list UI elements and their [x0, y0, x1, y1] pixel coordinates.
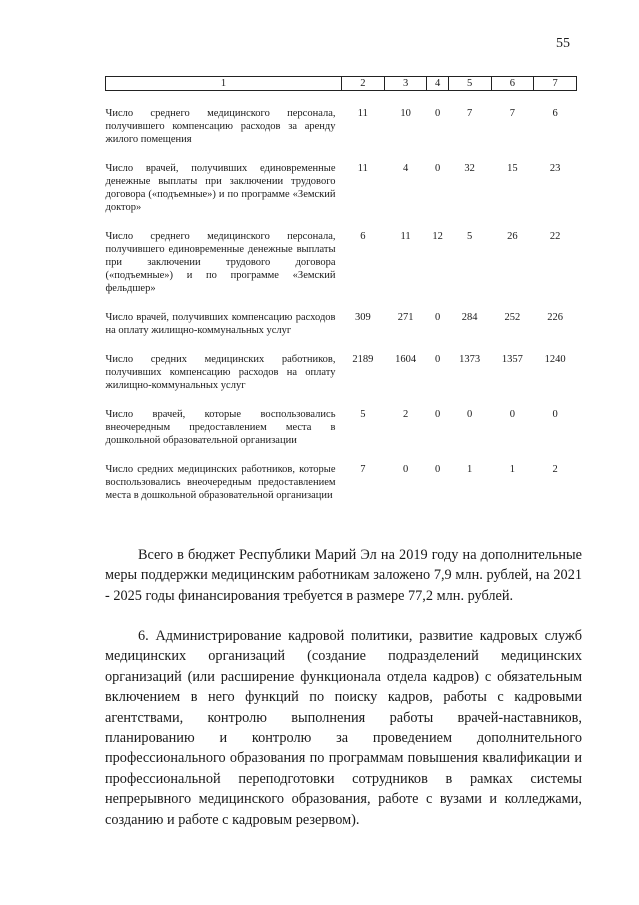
row-label: Число средних медицинских работников, получивших компенсацию расходов на оплату жилищно-коммунальных услуг	[105, 354, 336, 391]
column-header: 1	[106, 77, 342, 91]
row-value: 5	[360, 409, 366, 420]
row-value: 1373	[459, 354, 481, 365]
row-label: Число врачей, которые воспользовались внеочередным предоставлением места в дошкольной образовательной организации	[105, 409, 336, 446]
table-row	[106, 353, 577, 392]
table-row	[106, 162, 577, 214]
row-label: Число среднего медицинского персонала, получившего компенсацию расходов за аренду жилого помещения	[105, 108, 336, 145]
row-value: 2	[402, 409, 409, 420]
paragraph-hr-administration	[105, 626, 582, 830]
table-row	[106, 408, 577, 447]
statistics-table	[105, 76, 577, 502]
row-label: Число врачей, получивших компенсацию расходов на оплату жилищно-коммунальных услуг	[105, 312, 336, 336]
row-value: 22	[549, 231, 561, 242]
row-value: 32	[464, 163, 475, 174]
table-header-row	[106, 77, 577, 91]
row-value: 23	[549, 163, 561, 174]
row-spacer	[106, 447, 577, 463]
row-value: 0	[467, 409, 473, 420]
row-value: 11	[400, 231, 411, 242]
row-value: 1	[467, 464, 473, 475]
row-value: 6	[552, 108, 558, 119]
row-value: 0	[434, 108, 441, 119]
row-value: 4	[402, 163, 409, 174]
row-spacer	[106, 337, 577, 353]
row-value: 0	[434, 464, 441, 475]
row-value: 0	[509, 409, 515, 420]
row-value: 1	[509, 464, 515, 475]
table-row	[106, 311, 577, 337]
row-value: 11	[357, 108, 368, 119]
row-value: 1604	[395, 354, 417, 365]
paragraph-budget	[105, 545, 582, 606]
column-header: 5	[448, 77, 491, 91]
row-spacer	[106, 146, 577, 162]
table-row	[106, 463, 577, 502]
row-spacer-cell	[106, 337, 577, 353]
row-value: 7	[360, 464, 366, 475]
paragraph-text: 6. Администрирование кадровой политики, развитие кадровых служб медицинских организаций (создание подразделений медицинских организаций (или расширение функционала отдела кадров) с обязательным включением в него функций по поиску кадров, работы с кадровыми агентствами, контролю выполнения работы врачей-наставников, планированию и контролю за проведением дополнительного профессионального образования по программам повышения квалификации и профессиональной переподготовки сотрудников в рамках системы непрерывного медицинского образования, работе с вузами и колледжами, созданию и работе с кадровым резервом).	[105, 628, 582, 828]
row-value: 26	[507, 231, 518, 242]
row-value: 7	[509, 108, 515, 119]
table-row	[106, 230, 577, 295]
row-value: 309	[354, 312, 371, 323]
row-value: 226	[547, 312, 563, 323]
row-label: Число средних медицинских работников, которые воспользовались внеочередным предоставлением места в дошкольной образовательной организации	[105, 464, 336, 501]
row-value: 0	[434, 163, 441, 174]
row-label: Число врачей, получивших единовременные денежные выплаты при заключении трудового договора («подъемные») и по программе «Земский доктор»	[105, 163, 336, 213]
row-value: 2	[552, 464, 558, 475]
row-value: 0	[434, 409, 441, 420]
row-value: 0	[552, 409, 558, 420]
row-value: 2189	[352, 354, 374, 365]
table-body	[106, 91, 577, 503]
paragraph-text: Всего в бюджет Республики Марий Эл на 2019 году на дополнительные меры поддержки медицинским работникам заложено 7,9 млн. рублей, на 2021 - 2025 годы финансирования требуется в размере 77,2 млн. рублей.	[105, 547, 582, 604]
row-value: 10	[400, 108, 411, 119]
row-spacer-cell	[106, 214, 577, 230]
row-value: 11	[357, 163, 368, 174]
row-value: 252	[504, 312, 521, 323]
row-spacer	[106, 392, 577, 408]
row-value: 1240	[544, 354, 566, 365]
page-number: 55	[556, 36, 570, 51]
row-value: 0	[434, 354, 441, 365]
row-spacer-cell	[106, 295, 577, 311]
row-spacer-cell	[106, 91, 577, 108]
row-value: 284	[461, 312, 478, 323]
row-value: 0	[434, 312, 441, 323]
row-label: Число среднего медицинского персонала, получившего единовременные денежные выплаты при заключении трудового договора («подъемные») и по программе «Земский фельдшер»	[105, 231, 336, 294]
row-spacer	[106, 91, 577, 108]
column-header: 7	[534, 77, 577, 91]
row-value: 1357	[501, 354, 523, 365]
row-value: 6	[360, 231, 366, 242]
row-spacer	[106, 295, 577, 311]
row-value: 5	[467, 231, 473, 242]
column-header: 4	[427, 77, 448, 91]
row-spacer	[106, 214, 577, 230]
row-value: 15	[507, 163, 518, 174]
row-value: 7	[467, 108, 473, 119]
table-row	[106, 107, 577, 146]
row-spacer-cell	[106, 392, 577, 408]
row-spacer-cell	[106, 146, 577, 162]
row-spacer-cell	[106, 447, 577, 463]
row-value: 0	[402, 464, 409, 475]
column-header: 3	[384, 77, 427, 91]
row-value: 12	[432, 231, 443, 242]
column-header: 6	[491, 77, 534, 91]
column-header: 2	[342, 77, 385, 91]
row-value: 271	[397, 312, 414, 323]
